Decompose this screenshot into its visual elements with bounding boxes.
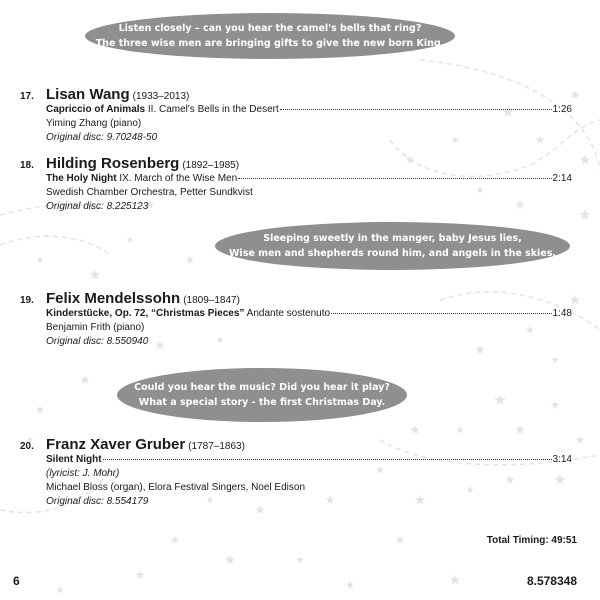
total-timing: Total Timing: 49:51: [486, 535, 577, 546]
composer-name: Hilding Rosenberg: [46, 155, 180, 172]
track-header: [20, 436, 572, 453]
track-18: [20, 155, 572, 214]
work-line: [46, 453, 572, 467]
work-title: Capriccio of Animals: [46, 104, 146, 115]
performers: Benjamin Frith (piano): [46, 322, 145, 333]
rhyme-line: What a special story - the first Christmas Day.: [138, 397, 386, 408]
track-body: [46, 103, 572, 145]
track-number: 20.: [20, 441, 34, 452]
performers: Michael Bloss (organ), Elora Festival Singers, Noel Edison: [46, 482, 305, 493]
performers: Yiming Zhang (piano): [46, 118, 142, 129]
track-19: [20, 290, 572, 349]
rhyme-line: Sleeping sweetly in the manger, baby Jesus lies,: [263, 233, 522, 244]
track-body: [46, 307, 572, 349]
rhyme-bubble-1: [85, 13, 455, 59]
movement-title: IX. March of the Wise Men: [116, 173, 238, 184]
track-duration: 2:14: [552, 173, 572, 184]
work-title: Silent Night: [46, 454, 102, 465]
track-number: 18.: [20, 160, 34, 171]
work-title: Kinderstücke, Op. 72, “Christmas Pieces”: [46, 308, 245, 319]
track-number: 17.: [20, 91, 34, 102]
track-duration: 1:26: [552, 104, 572, 115]
track-17: [20, 86, 572, 145]
composer-name: Felix Mendelssohn: [46, 290, 181, 307]
track-header: [20, 86, 572, 103]
work-line: [46, 103, 572, 117]
track-duration: 3:14: [552, 454, 572, 465]
work-title: The Holy Night: [46, 173, 117, 184]
original-disc: Original disc: 8.554179: [46, 496, 149, 507]
rhyme-line: Wise men and shepherds round him, and angels in the skies.: [228, 248, 557, 259]
dot-leader: [331, 313, 551, 314]
lyricist: (lyricist: J. Mohr): [46, 468, 120, 479]
rhyme-line: Could you hear the music? Did you hear it play?: [134, 382, 390, 393]
rhyme-line: Listen closely – can you hear the camel's bells that ring?: [118, 23, 422, 34]
catalogue-number: 8.578348: [526, 574, 577, 588]
composer-name: Franz Xaver Gruber: [46, 436, 186, 453]
performers: Swedish Chamber Orchestra, Petter Sundkvist: [46, 187, 253, 198]
work-line: [46, 172, 572, 186]
track-header: [20, 155, 572, 172]
original-disc: Original disc: 9.70248-50: [46, 132, 158, 143]
work-line: [46, 307, 572, 321]
composer-dates: (1933–2013): [132, 91, 190, 102]
rhyme-bubble-3: [117, 368, 407, 422]
track-body: [46, 172, 572, 214]
dot-leader: [280, 109, 552, 110]
composer-dates: (1787–1863): [188, 441, 245, 452]
track-20: [20, 436, 572, 509]
page-number: 6: [13, 574, 20, 588]
track-header: [20, 290, 572, 307]
dot-leader: [238, 178, 551, 179]
original-disc: Original disc: 8.550940: [46, 336, 149, 347]
composer-name: Lisan Wang: [46, 86, 130, 103]
original-disc: Original disc: 8.225123: [46, 201, 149, 212]
track-number: 19.: [20, 295, 34, 306]
composer-dates: (1809–1847): [183, 295, 240, 306]
movement-title: II. Camel's Bells in the Desert: [145, 104, 279, 115]
rhyme-line: The three wise men are bringing gifts to give the new born King.: [95, 38, 445, 49]
track-body: [46, 453, 572, 509]
movement-title: Andante sostenuto: [244, 308, 331, 319]
track-duration: 1:48: [552, 308, 572, 319]
dot-leader: [103, 459, 552, 460]
rhyme-bubble-2: [215, 222, 570, 270]
composer-dates: (1892–1985): [182, 160, 240, 171]
